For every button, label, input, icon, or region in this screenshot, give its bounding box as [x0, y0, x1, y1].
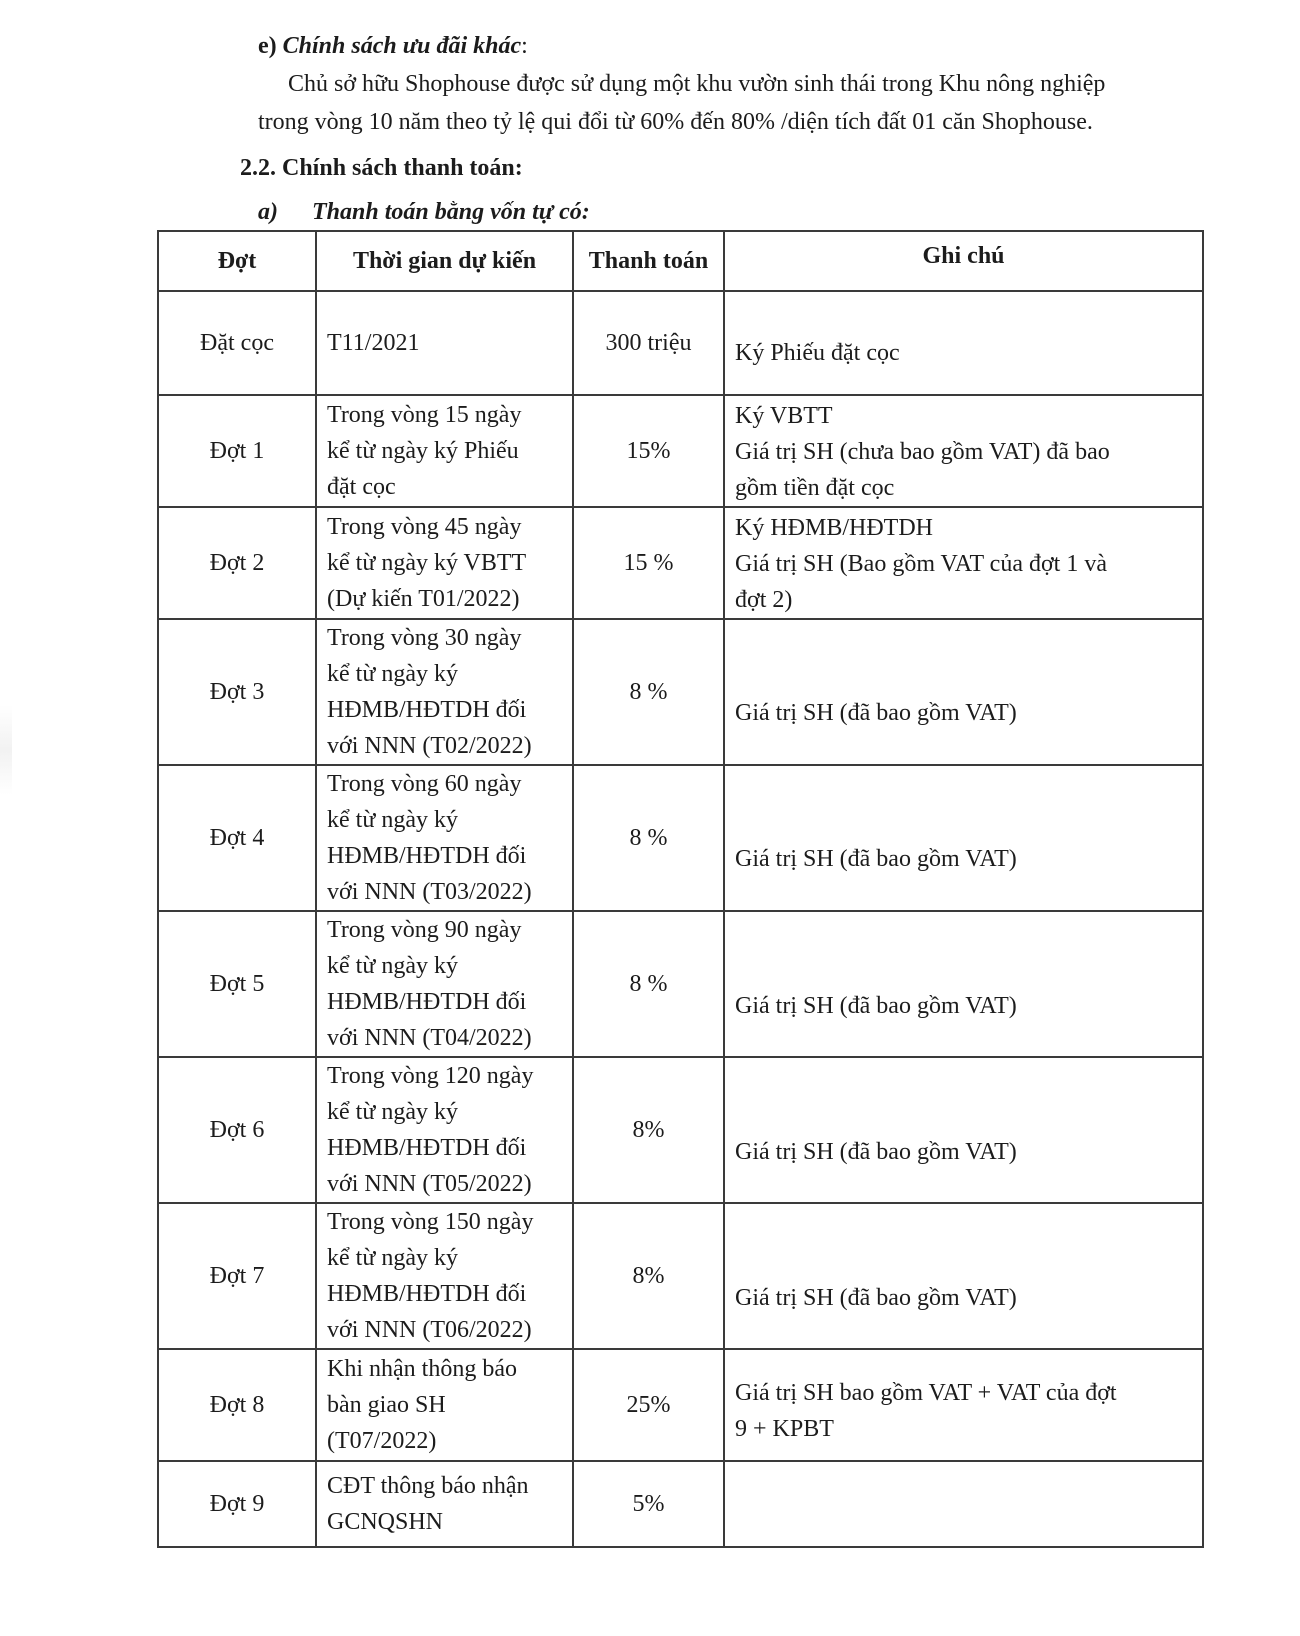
cell-phase: Đợt 8 [158, 1349, 316, 1461]
header-note: Ghi chú [724, 231, 1203, 291]
cell-payment: 8 % [573, 619, 724, 765]
section-e-colon: : [521, 33, 528, 59]
table-row [158, 395, 1203, 507]
cell-time: Khi nhận thông báo bàn giao SH (T07/2022) [316, 1349, 573, 1461]
cell-time: Trong vòng 60 ngày kể từ ngày ký HĐMB/HĐTDH đối với NNN (T03/2022) [316, 765, 573, 911]
cell-payment: 25% [573, 1349, 724, 1461]
section-a-heading [258, 196, 590, 228]
header-time: Thời gian dự kiến [316, 231, 573, 291]
cell-payment: 8 % [573, 911, 724, 1057]
cell-phase: Đợt 4 [158, 765, 316, 911]
cell-note: Ký Phiếu đặt cọc [724, 291, 1203, 395]
cell-note: Giá trị SH (đã bao gồm VAT) [724, 765, 1203, 911]
section-e-line-1: Chủ sở hữu Shophouse được sử dụng một khu vườn sinh thái trong Khu nông nghiệp [288, 71, 1106, 97]
cell-phase: Đợt 2 [158, 507, 316, 619]
section-a-label: a) [258, 199, 278, 225]
section-2-2-heading: 2.2. Chính sách thanh toán: [240, 155, 523, 181]
header-phase: Đợt [158, 231, 316, 291]
cell-time: Trong vòng 150 ngày kể từ ngày ký HĐMB/HĐTDH đối với NNN (T06/2022) [316, 1203, 573, 1349]
cell-phase: Đợt 9 [158, 1461, 316, 1547]
cell-payment: 15 % [573, 507, 724, 619]
cell-note: Ký VBTT Giá trị SH (chưa bao gồm VAT) đã bao gồm tiền đặt cọc [724, 395, 1203, 507]
table-row [158, 1203, 1203, 1349]
section-e-heading [258, 30, 528, 62]
cell-note: Giá trị SH (đã bao gồm VAT) [724, 911, 1203, 1057]
cell-time: CĐT thông báo nhận GCNQSHN [316, 1461, 573, 1547]
cell-time: Trong vòng 90 ngày kể từ ngày ký HĐMB/HĐTDH đối với NNN (T04/2022) [316, 911, 573, 1057]
cell-payment: 8 % [573, 765, 724, 911]
cell-note: Giá trị SH bao gồm VAT + VAT của đợt 9 + KPBT [724, 1349, 1203, 1461]
cell-note: Giá trị SH (đã bao gồm VAT) [724, 1203, 1203, 1349]
table-row [158, 507, 1203, 619]
cell-time: Trong vòng 120 ngày kể từ ngày ký HĐMB/HĐTDH đối với NNN (T05/2022) [316, 1057, 573, 1203]
cell-payment: 300 triệu [573, 291, 724, 395]
cell-note [724, 1461, 1203, 1547]
cell-phase: Đợt 1 [158, 395, 316, 507]
cell-time: Trong vòng 30 ngày kể từ ngày ký HĐMB/HĐTDH đối với NNN (T02/2022) [316, 619, 573, 765]
cell-phase: Đợt 5 [158, 911, 316, 1057]
section-e-title: Chính sách ưu đãi khác [282, 33, 522, 59]
cell-payment: 8% [573, 1057, 724, 1203]
payment-schedule-table [157, 230, 1204, 1548]
table-row [158, 1349, 1203, 1461]
table-header-row [158, 231, 1203, 291]
cell-payment: 8% [573, 1203, 724, 1349]
header-payment: Thanh toán [573, 231, 724, 291]
cell-phase: Đợt 3 [158, 619, 316, 765]
section-a-title: Thanh toán bằng vốn tự có: [312, 199, 590, 225]
table-row [158, 765, 1203, 911]
section-e-line-2: trong vòng 10 năm theo tỷ lệ qui đổi từ 60% đến 80% /diện tích đất 01 căn Shophouse. [258, 109, 1093, 135]
cell-note: Ký HĐMB/HĐTDH Giá trị SH (Bao gồm VAT của đợt 1 và đợt 2) [724, 507, 1203, 619]
cell-note: Giá trị SH (đã bao gồm VAT) [724, 1057, 1203, 1203]
table-row [158, 1461, 1203, 1547]
cell-note: Giá trị SH (đã bao gồm VAT) [724, 619, 1203, 765]
table-row [158, 1057, 1203, 1203]
cell-time: Trong vòng 45 ngày kể từ ngày ký VBTT (Dự kiến T01/2022) [316, 507, 573, 619]
cell-time: Trong vòng 15 ngày kể từ ngày ký Phiếu đặt cọc [316, 395, 573, 507]
scan-artifact [0, 705, 12, 795]
cell-payment: 15% [573, 395, 724, 507]
table-row [158, 291, 1203, 395]
table-row [158, 911, 1203, 1057]
table-row [158, 619, 1203, 765]
cell-payment: 5% [573, 1461, 724, 1547]
cell-phase: Đợt 7 [158, 1203, 316, 1349]
cell-time: T11/2021 [316, 291, 573, 395]
section-e-label: e) [258, 33, 277, 59]
cell-phase: Đợt 6 [158, 1057, 316, 1203]
cell-phase: Đặt cọc [158, 291, 316, 395]
